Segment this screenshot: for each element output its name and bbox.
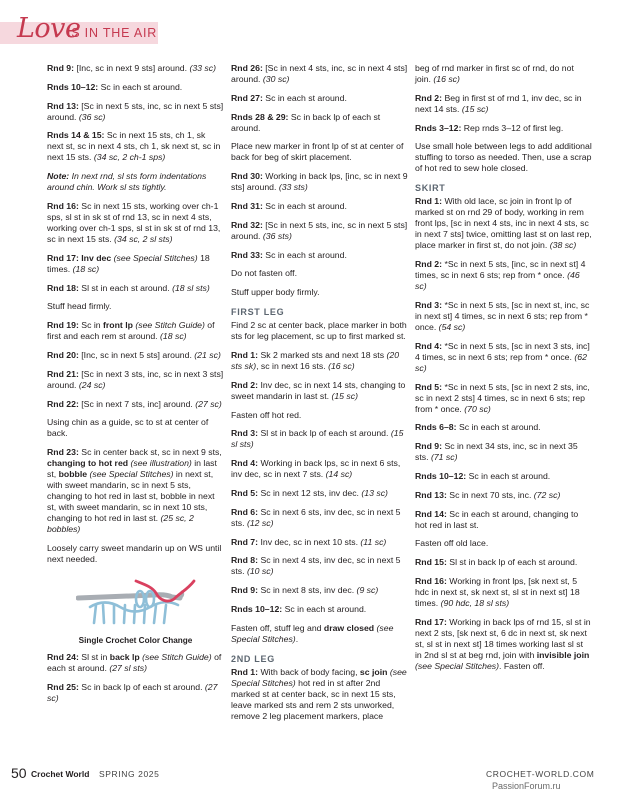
instruction-paragraph [231, 250, 408, 261]
note-text: (33 sc) [189, 63, 217, 73]
note-text: (62 sc) [415, 351, 587, 373]
note-text: (71 sc) [430, 452, 458, 463]
instruction-text: Sc in each st around. [262, 92, 347, 103]
row-label: Rnd 14: [415, 508, 447, 519]
column-2-instructions [231, 63, 408, 722]
row-label: Rnd 9: [231, 585, 259, 596]
instruction-paragraph [47, 171, 224, 193]
column-3 [415, 63, 592, 680]
page-number: 50 [11, 765, 27, 781]
instruction-text: Use small hole between legs to add additional stuffing to torso as needed. Then, use a scrap of hot red to sew hole closed. [415, 141, 592, 174]
instruction-paragraph [47, 82, 224, 93]
instruction-text: Working in back lps, sc in next 6 sts, inv dec, sc in next 7 sts. [231, 458, 401, 480]
row-label: Rnd 22: [47, 398, 79, 409]
instruction-text: Beg in first st of rnd 1, inv dec, sc in next 14 sts. [415, 92, 582, 114]
instruction-paragraph [231, 141, 408, 163]
row-label: Rnd 6: [231, 506, 259, 517]
row-label: Rnd 1: [415, 196, 443, 207]
section-heading: 2ND LEG [231, 653, 275, 664]
bold-term: draw closed [323, 622, 375, 633]
row-label: Rnd 33: [231, 249, 263, 260]
instruction-text: *Sc in next 5 sts, [sc in next 2 sts, inc, sc in next 2 sts] 4 times, sc in next 6 sts; rep from * once. [415, 381, 590, 414]
instruction-text: [Sc in next 5 sts, inc, sc in next 5 sts] around. [231, 219, 408, 241]
instruction-text: Loosely carry sweet mandarin up on WS until next needed. [47, 542, 222, 564]
instruction-text: Sc in each st around. [466, 470, 551, 481]
instruction-text: [Sc in next 4 sts, inc, sc in next 4 sts] around. [231, 63, 408, 84]
instruction-text: [Sc in next 7 sts, inc] around. [78, 398, 196, 409]
row-label: Rnd 27: [231, 92, 263, 103]
note-text: (27 sc) [195, 398, 222, 409]
instruction-text: Fasten off hot red. [231, 409, 302, 420]
note-text: (12 sc) [246, 517, 274, 528]
row-label: Rnd 4: [415, 340, 443, 351]
instruction-paragraph [231, 287, 408, 298]
note-text: (24 sc) [78, 379, 106, 390]
instruction-text: Sc in [78, 320, 104, 331]
row-label: Rnd 4: [231, 458, 259, 469]
banner-script-word: Love [17, 13, 81, 44]
banner-title: IS IN THE AIR [67, 26, 158, 40]
stitch-count: (see Special Stitches) [87, 469, 174, 480]
column-1 [47, 63, 224, 712]
instruction-text: Working in back lps, [inc, sc in next 9 sts] around. [231, 171, 408, 193]
row-label: Rnd 25: [47, 681, 79, 692]
instruction-text: [Inc, sc in next 5 sts] around. [78, 349, 195, 360]
instruction-text: Sc in next 8 sts, inv dec. [258, 585, 357, 596]
bold-term: bobble [58, 469, 88, 480]
instruction-text: Sc in next 6 sts, inv dec, sc in next 5 sts. [231, 506, 401, 528]
instruction-text: [Sc in next 3 sts, inc, sc in next 3 sts] around. [47, 368, 224, 390]
instruction-text: Inv dec, sc in next 14 sts, changing to sweet mandarin in last st. [231, 379, 406, 401]
column-3-instructions [415, 63, 592, 672]
instruction-text: [Sc in next 5 sts, inc, sc in next 5 sts] around. [47, 100, 224, 122]
instruction-text: hot red in st after 2nd marked st at center back, sc in next 15 sts, leave marked sts and rem 2 sts unworked, remove 2 leg placement markers, place [231, 677, 396, 721]
instruction-paragraph [231, 623, 408, 645]
row-label: Rnd 2: [231, 379, 259, 390]
instruction-paragraph [415, 509, 592, 531]
instruction-paragraph [47, 253, 224, 275]
section-heading: SKIRT [415, 183, 446, 194]
instruction-text: Sc in next 70 sts, inc. [446, 489, 534, 500]
row-label: Rnd 3: [231, 428, 259, 439]
bold-term: front lp [103, 320, 133, 331]
instruction-text: Sc in each st around, changing to hot red in last st. [415, 508, 579, 530]
instruction-text: Sc in each st around. [262, 200, 347, 211]
instruction-text: Sc in each st around. [282, 603, 367, 614]
instruction-paragraph [47, 447, 224, 535]
stitch-count: (27 sl sts) [109, 662, 147, 673]
instruction-text: of each st around. [47, 651, 222, 673]
website-link[interactable]: CROCHET-WORLD.COM [486, 769, 595, 779]
instruction-text: Sc in next 4 sts, inv dec, sc in next 5 sts. [231, 555, 401, 577]
note-text: (21 sc) [194, 349, 221, 360]
note-text: (9 sc) [356, 585, 379, 596]
instruction-text: Do not fasten off. [231, 268, 298, 279]
note-text: (36 sts) [262, 230, 292, 241]
instruction-paragraph [231, 585, 408, 596]
instruction-text: Sl st in each st around. [78, 282, 173, 293]
stitch-count: (18 sc) [160, 331, 187, 342]
instruction-text: in next st, with sweet mandarin, sc in next 5 sts, changing to hot red in last st, bobble in next st, with sweet mandarin, sc in next 10 sts, changing to hot red in last st. [47, 469, 215, 524]
row-label: Rnds 6–8: [415, 422, 457, 433]
color-change-illustration [76, 573, 196, 625]
instruction-paragraph [231, 667, 408, 722]
instruction-text: Fasten off old lace. [415, 538, 489, 549]
column-1-instructions [47, 63, 224, 565]
note-text: (16 sc) [433, 74, 460, 84]
section-heading: FIRST LEG [231, 307, 285, 318]
row-label: Rnd 2: [415, 92, 443, 103]
instruction-paragraph [415, 341, 592, 374]
note-text: (46 sc) [415, 270, 580, 292]
instruction-paragraph [231, 201, 408, 212]
instruction-text: Sc in next 15 sts, ch 1, sk next st, sc in next 4 sts, ch 1, sk next st, sc in next 15 sts. [47, 130, 221, 163]
note-text: (54 sc) [438, 321, 466, 332]
note-text: (33 sts) [278, 182, 308, 193]
note-text: (see Special Stitches) [231, 666, 407, 688]
bold-term: back lp [109, 651, 140, 662]
instruction-paragraph [231, 268, 408, 279]
instruction-text: Inv dec, sc in next 10 sts. [258, 536, 361, 547]
instruction-text: . [295, 633, 299, 644]
note-text: (27 sc) [47, 681, 218, 703]
instruction-paragraph [47, 417, 224, 439]
note-text: (10 sc) [246, 566, 274, 577]
row-label: Rnd 13: [415, 489, 447, 500]
note-text: (see Special Stitches) [231, 622, 394, 644]
instruction-text: Working in back lps of rnd 15, sl st in next 2 sts, [sk next st, 6 dc in next st, sk next st, sl st in next st] 18 times working last sl st in 2nd sl st at beg rnd, join with [415, 616, 591, 660]
instruction-text: *Sc in next 5 sts, [inc, sc in next st] 4 times, sc in next 6 sts; rep from * once. [415, 259, 586, 281]
note-text: (see Special Stitches) [415, 660, 500, 671]
instruction-text: , sc in next 16 sts. [256, 360, 329, 371]
instruction-text: *Sc in next 5 sts, [sc in next 3 sts, inc] 4 times, sc in next 6 sts; rep from * once. [415, 340, 590, 362]
instruction-paragraph [415, 63, 592, 85]
instruction-text: Sc in next 15 sts, working over ch-1 sps, sl st in sk st of rnd 13, sc in next 4 sts, working over ch-1 sps, sl st in sk st of rnd 13, sc in next 15 sts. [47, 200, 221, 244]
instruction-paragraph [47, 130, 224, 163]
stitch-count: (16 sc) [328, 360, 355, 371]
instruction-paragraph [231, 458, 408, 480]
instruction-text: of first and each rem st around. [47, 320, 215, 342]
instruction-text: Sl st in [78, 651, 110, 662]
instruction-text: Rep rnds 3–12 of first leg. [461, 122, 564, 133]
instruction-paragraph [415, 490, 592, 501]
row-label: Rnd 3: [415, 299, 443, 310]
instruction-text: Sc in center back st, sc in next 9 sts, [78, 447, 222, 458]
bold-term: invisible join [536, 649, 590, 660]
column-2 [231, 63, 408, 730]
instruction-text: beg of rnd marker in first sc of rnd, do not join. [415, 63, 574, 84]
note-text: (20 sts sk) [231, 349, 400, 371]
instruction-text: Working in front lps, [sk next st, 5 hdc in next st, sk next st, sl st in next st] 18 times. [415, 575, 580, 608]
row-label: Rnd 23: [47, 447, 79, 458]
instruction-text: Sc in each st around. [456, 422, 541, 433]
color-change-figure [47, 573, 224, 646]
instruction-paragraph [231, 507, 408, 529]
instruction-paragraph [47, 399, 224, 410]
instruction-text: Using chin as a guide, sc to st at center of back. [47, 417, 209, 439]
instruction-paragraph [231, 350, 408, 372]
row-label: Rnd 13: [47, 100, 79, 111]
row-label: Rnd 21: [47, 368, 79, 379]
instruction-text: Sc in back lp of each st around. [78, 681, 205, 692]
section-banner [0, 13, 158, 44]
instruction-text: [Inc, sc in next 9 sts] around. [74, 63, 190, 73]
instruction-paragraph [231, 171, 408, 193]
row-label: Rnd 30: [231, 171, 263, 182]
instruction-paragraph [47, 63, 224, 74]
instruction-paragraph [415, 617, 592, 672]
row-label: Rnd 31: [231, 200, 263, 211]
row-label: Rnd 5: [415, 381, 443, 392]
row-label: Rnd 19: [47, 320, 79, 331]
instruction-paragraph [415, 196, 592, 251]
note-text: (70 sc) [464, 403, 491, 414]
row-label: Rnd 2: [415, 259, 443, 270]
row-label: Rnd 26: [231, 63, 263, 73]
instruction-text: Stuff head firmly. [47, 301, 112, 312]
note-text: (see Stitch Guide) [139, 651, 212, 662]
instruction-paragraph [415, 557, 592, 568]
row-label: Rnd 1: [231, 349, 259, 360]
row-label: Rnds 10–12: [231, 603, 283, 614]
note-text: (14 sc) [325, 469, 353, 480]
instruction-paragraph [231, 112, 408, 134]
note-text: (34 sc, 2 ch-1 sps) [93, 152, 166, 163]
row-label: Rnds 28 & 29: [231, 111, 289, 122]
figure-caption: Single Crochet Color Change [78, 635, 193, 645]
instruction-paragraph [231, 428, 408, 450]
row-label: Rnd 24: [47, 651, 79, 662]
instruction-paragraph [231, 380, 408, 402]
instruction-paragraph [231, 537, 408, 548]
row-label: Note: [47, 171, 70, 182]
instruction-paragraph [415, 382, 592, 415]
magazine-name: Crochet World [31, 769, 90, 779]
instruction-paragraph [231, 410, 408, 421]
row-label: Rnd 7: [231, 536, 259, 547]
instruction-paragraph [415, 471, 592, 482]
stitch-count: (18 sc) [72, 263, 100, 274]
instruction-text: Sc in next 12 sts, inv dec. [258, 487, 362, 498]
instruction-paragraph [47, 682, 224, 704]
note-text: (34 sc, 2 sl sts) [114, 233, 173, 244]
instruction-paragraph [415, 576, 592, 609]
note-text: (72 sc) [533, 489, 561, 500]
row-label: Rnd 5: [231, 487, 259, 498]
instruction-paragraph [47, 283, 224, 294]
note-text: (15 sc) [461, 103, 489, 114]
instruction-text: Stuff upper body firmly. [231, 287, 320, 298]
instruction-paragraph [415, 123, 592, 134]
row-label: Rnd 1: [231, 666, 259, 677]
instruction-paragraph [47, 320, 224, 342]
instruction-paragraph [415, 259, 592, 292]
instruction-paragraph [231, 604, 408, 615]
bold-term: changing to hot red [47, 458, 129, 469]
instruction-text: Sc in back lp of each st around. [231, 111, 381, 133]
row-label: Rnd 32: [231, 219, 263, 230]
instruction-paragraph [231, 220, 408, 242]
note-text: (90 hdc, 18 sl sts) [440, 597, 510, 608]
note-text: (15 sl sts) [231, 428, 404, 450]
row-label: Rnd 18: [47, 282, 79, 293]
issue-label: SPRING 2025 [99, 769, 160, 779]
note-text: (see Special Stitches) [111, 252, 198, 263]
instruction-paragraph [47, 369, 224, 391]
row-label: Rnd 20: [47, 349, 79, 360]
instruction-paragraph [231, 93, 408, 104]
note-text: (see illustration) [128, 458, 192, 469]
instruction-paragraph [47, 652, 224, 674]
note-text: (38 sc) [549, 240, 577, 251]
stitch-count: (25 sc, 2 bobbles) [47, 513, 194, 535]
instruction-paragraph [415, 422, 592, 433]
row-label: Rnds 14 & 15: [47, 130, 105, 141]
row-label: Rnd 16: [47, 200, 79, 211]
instruction-text: . Fasten off. [499, 660, 545, 671]
instruction-text: in last st, [47, 458, 217, 480]
row-label: Rnd 17: Inv dec [47, 252, 112, 263]
instruction-text: Find 2 sc at center back, place marker in both sts for leg placement, sc up to first marked st. [231, 320, 407, 342]
instruction-text: Sk 2 marked sts and next 18 sts [258, 349, 387, 360]
row-label: Rnds 3–12: [415, 122, 462, 133]
instruction-paragraph [415, 441, 592, 463]
instruction-text: Sl st in back lp of each st around. [258, 428, 391, 439]
instruction-text: Sc in each st around. [98, 81, 183, 92]
row-label: Rnd 9: [415, 441, 443, 452]
column-1-continued [47, 652, 224, 704]
instruction-paragraph [47, 301, 224, 312]
instruction-paragraph [47, 201, 224, 245]
instruction-text: With old lace, sc join in front lp of marked st on rnd 29 of body, working in rem front lps, [sc in next 4 sts, inc in next 4 sts, sc in next 7 sts] twice, omitting last st on last rep, place marker in first st, do not join. [415, 196, 592, 251]
instruction-paragraph [231, 63, 408, 85]
instruction-paragraph [47, 101, 224, 123]
row-label: Rnd 15: [415, 557, 447, 568]
instruction-text: *Sc in next 5 sts, [sc in next st, inc, sc in next st] 4 times, sc in next 6 sts; rep from * once. [415, 299, 590, 332]
instruction-paragraph [231, 320, 408, 342]
note-text: (36 sc) [78, 111, 106, 122]
instruction-paragraph [47, 350, 224, 361]
instruction-text: Sc in next 34 sts, inc, sc in next 35 sts. [415, 441, 578, 463]
instruction-paragraph [415, 538, 592, 549]
instruction-paragraph [415, 93, 592, 115]
watermark: PassionForum.ru [492, 781, 561, 791]
bold-term: sc join [359, 666, 388, 677]
instruction-text: With back of body facing, [258, 666, 360, 677]
note-text: (13 sc) [361, 487, 388, 498]
row-label: Rnds 10–12: [47, 81, 99, 92]
note-text: (30 sc) [262, 74, 290, 84]
note-text: (see Stitch Guide) [132, 320, 205, 331]
instruction-text: 18 times. [47, 252, 210, 274]
row-label: Rnd 8: [231, 555, 259, 566]
row-label: Rnd 16: [415, 575, 447, 586]
instruction-paragraph [47, 543, 224, 565]
instruction-paragraph [231, 488, 408, 499]
note-text: (15 sc) [331, 390, 358, 401]
row-label: Rnd 9: [47, 63, 75, 73]
instruction-text: Place new marker in front lp of st at center of back for beg of skirt placement. [231, 141, 404, 163]
row-label: Rnd 17: [415, 616, 447, 627]
instruction-paragraph [415, 141, 592, 174]
instruction-text: Sl st in back lp of each st around. [446, 557, 578, 568]
note-text: (11 sc) [360, 536, 387, 547]
instruction-paragraph [231, 555, 408, 577]
row-label: Rnds 10–12: [415, 470, 467, 481]
instruction-paragraph [415, 300, 592, 333]
instruction-text: Sc in each st around. [262, 249, 347, 260]
instruction-text: Fasten off, stuff leg and [231, 622, 324, 633]
note-text: In next rnd, sl sts form indentations around chin. Work sl sts tightly. [47, 171, 207, 193]
note-text: (18 sl sts) [172, 282, 210, 293]
